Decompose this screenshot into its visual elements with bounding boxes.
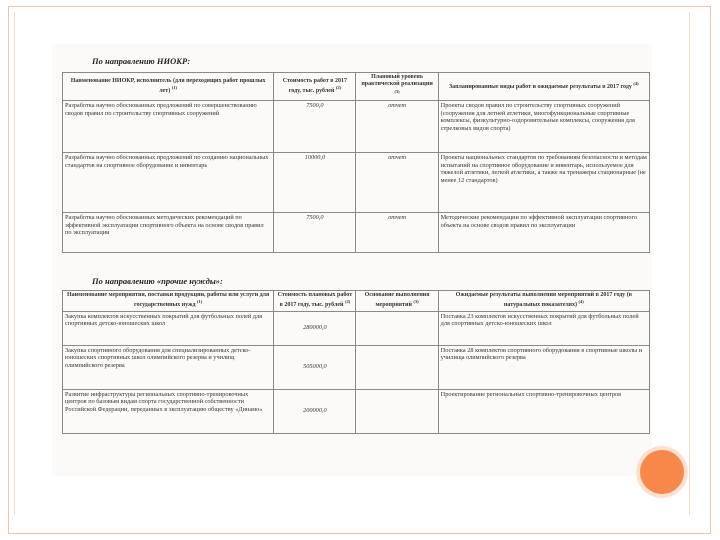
niokr-cost-cell: 7500,0 [274,100,356,152]
other-col-results-header: Ожидаемые результаты выполнения мероприятий в 2017 году (в натуральных показателях) $^{(4)}$ [438,291,649,312]
niokr-cost-cell: 7500,0 [274,212,356,252]
other-results-cell: Поставка 28 комплектов спортивного оборудования в спортивные школы и училища олимпийского резерва [438,345,649,389]
niokr-level-cell: отчет [356,152,438,212]
document-page [52,44,652,476]
table-row [63,212,650,252]
table-row [63,311,650,345]
niokr-col-name-header: Наименование НИОКР, исполнитель (для переходящих работ прошлых лет) $^{(1)}$ [63,73,274,101]
niokr-name-cell: Разработка научно обоснованных методических рекомендаций по эффективной эксплуатации спортивного объекта на основе сводов правил по эксплуатации [63,212,274,252]
table-row [63,100,650,152]
niokr-header-row [63,73,650,101]
other-cost-cell: 280000,0 [274,311,356,345]
niokr-name-cell: Разработка научно обоснованных предложений по созданию национальных стандартов на спортивное оборудование и инвентарь [63,152,274,212]
other-basis-cell [356,345,438,389]
other-basis-cell [356,389,438,433]
other-header-row [63,291,650,312]
niokr-table [62,72,650,253]
other-name-cell: Закупка спортивного оборудования для специализированных детско-юношеских спортивных школ олимпийского резерва и училищ олимпийского резерва [63,345,274,389]
table-row [63,389,650,433]
other-name-cell: Развитие инфраструктуры региональных спортивно-тренировочных центров по базовым видам спорта государственной собственности Российской Федерации, переданных в эксплуатацию обществу «Динамо» [63,389,274,433]
other-col-cost-header: Стоимость плановых работ в 2017 году, тыс. рублей $^{(2)}$ [274,291,356,312]
other-cost-cell: 200000,0 [274,389,356,433]
niokr-cost-cell: 10000,0 [274,152,356,212]
niokr-name-cell: Разработка научно обоснованных предложений по совершенствованию сводов правил по строительству спортивных сооружений [63,100,274,152]
table-row [63,152,650,212]
other-needs-table [62,290,650,434]
niokr-results-cell: Проекты национальных стандартов по требованиям безопасности и методам испытаний на спортивное оборудование и инвентарь, используемое для тяжелой атлетики, легкой атлетики, а также на тренажеры стационарные (не менее 12 стандартов) [438,152,649,212]
other-basis-cell [356,311,438,345]
niokr-results-cell: Проекты сводов правил по строительству спортивных сооружений (сооружения для летней атлетики, многофункциональные спортивные комплексы, физкультурно-оздоровительные комплексы, сооружения для стрелковых видов спорта) [438,100,649,152]
other-col-basis-header: Основание выполнения мероприятий $^{(3)}$ [356,291,438,312]
niokr-level-cell: отчет [356,100,438,152]
other-results-cell: Проектирование региональных спортивно-тренировочных центров [438,389,649,433]
niokr-heading: По направлению НИОКР: [92,56,191,66]
other-cost-cell: 505000,0 [274,345,356,389]
other-name-cell: Закупка комплектов искусственных покрытий для футбольных полей для спортивных детско-юношеских школ [63,311,274,345]
decorative-orange-circle [640,450,684,494]
other-col-name-header: Наименование мероприятия, поставки продукции, работы или услуги для государственных нужд $^{(1)}$ [63,291,274,312]
other-needs-heading: По направлению «прочие нужды»: [92,276,223,286]
other-results-cell: Поставка 23 комплектов искусственных покрытий для футбольных полей для спортивных детско-юношеских школ [438,311,649,345]
niokr-col-results-header: Запланированные виды работ и ожидаемые результаты в 2017 году $^{(4)}$ [438,73,649,101]
table-row [63,345,650,389]
niokr-level-cell: отчет [356,212,438,252]
niokr-col-cost-header: Стоимость работ в 2017 году, тыс. рублей $^{(2)}$ [274,73,356,101]
niokr-results-cell: Методические рекомендации по эффективной эксплуатации спортивного объекта на основе сводов правил по эксплуатации [438,212,649,252]
niokr-col-level-header: Плановый уровень практической реализации $^{(3)}$ [356,73,438,101]
